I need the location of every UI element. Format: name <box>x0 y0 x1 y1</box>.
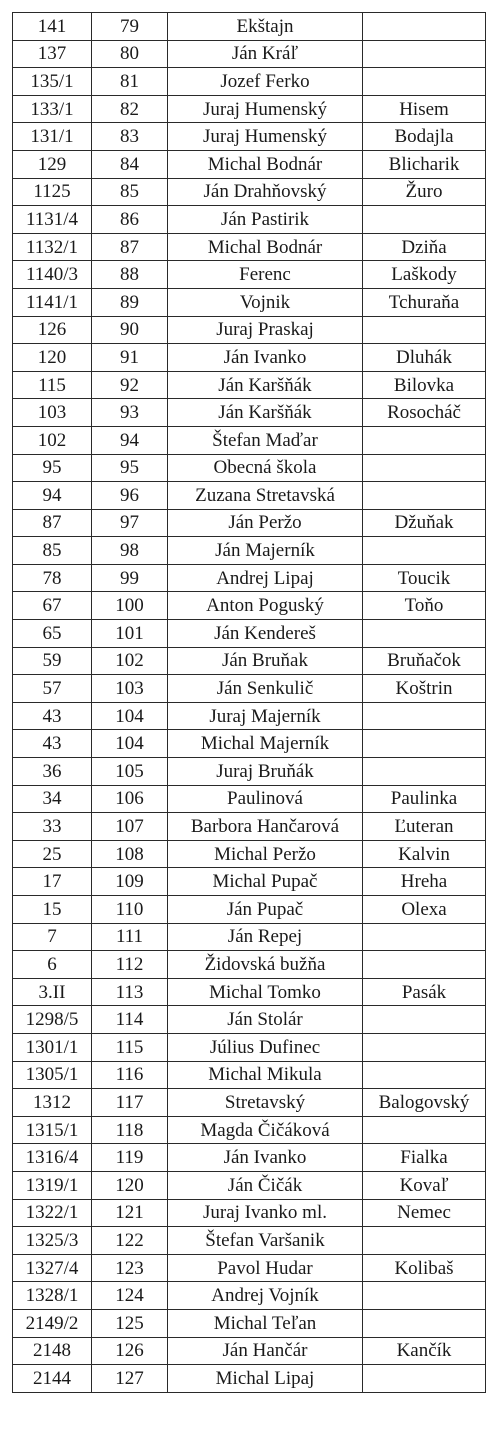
nickname-cell: Rosocháč <box>363 399 486 427</box>
house-number-cell: 127 <box>92 1365 168 1393</box>
nickname-cell: Balogovský <box>363 1089 486 1117</box>
owner-name-cell: Zuzana Stretavská <box>168 482 363 510</box>
owner-name-cell: Michal Mikula <box>168 1061 363 1089</box>
nickname-cell <box>363 68 486 96</box>
nickname-cell <box>363 537 486 565</box>
nickname-cell: Kančík <box>363 1337 486 1365</box>
parcel-number-cell: 120 <box>13 344 92 372</box>
table-row <box>13 288 486 316</box>
nickname-cell: Blicharik <box>363 150 486 178</box>
nickname-cell: Žuro <box>363 178 486 206</box>
owner-name-cell: Michal Peržo <box>168 840 363 868</box>
table-row <box>13 1171 486 1199</box>
parcel-number-cell: 1327/4 <box>13 1254 92 1282</box>
parcel-number-cell: 1141/1 <box>13 288 92 316</box>
table-row <box>13 206 486 234</box>
owner-name-cell: Ján Repej <box>168 923 363 951</box>
owner-name-cell: Juraj Humenský <box>168 123 363 151</box>
table-row <box>13 730 486 758</box>
nickname-cell <box>363 13 486 41</box>
house-number-cell: 112 <box>92 951 168 979</box>
table-row <box>13 675 486 703</box>
table-row <box>13 1116 486 1144</box>
parcel-number-cell: 43 <box>13 730 92 758</box>
house-number-cell: 94 <box>92 426 168 454</box>
table-row <box>13 785 486 813</box>
owner-name-cell: Juraj Ivanko ml. <box>168 1199 363 1227</box>
nickname-cell <box>363 1365 486 1393</box>
table-row <box>13 1337 486 1365</box>
house-number-cell: 101 <box>92 620 168 648</box>
house-number-cell: 108 <box>92 840 168 868</box>
nickname-cell <box>363 40 486 68</box>
owner-name-cell: Andrej Lipaj <box>168 564 363 592</box>
owner-name-cell: Július Dufinec <box>168 1033 363 1061</box>
parcel-number-cell: 1328/1 <box>13 1282 92 1310</box>
parcel-number-cell: 43 <box>13 702 92 730</box>
parcel-number-cell: 3.II <box>13 978 92 1006</box>
owner-name-cell: Ján Bruňak <box>168 647 363 675</box>
house-number-cell: 85 <box>92 178 168 206</box>
table-row <box>13 1365 486 1393</box>
house-number-cell: 81 <box>92 68 168 96</box>
nickname-cell: Bruňačok <box>363 647 486 675</box>
owner-name-cell: Ján Kendereš <box>168 620 363 648</box>
nickname-cell <box>363 1061 486 1089</box>
table-row <box>13 564 486 592</box>
nickname-cell: Tchuraňa <box>363 288 486 316</box>
table-row <box>13 399 486 427</box>
nickname-cell: Fialka <box>363 1144 486 1172</box>
house-number-cell: 98 <box>92 537 168 565</box>
house-number-cell: 91 <box>92 344 168 372</box>
owner-name-cell: Vojnik <box>168 288 363 316</box>
table-row <box>13 40 486 68</box>
table-row <box>13 1199 486 1227</box>
table-row <box>13 840 486 868</box>
owner-name-cell: Ján Čičák <box>168 1171 363 1199</box>
nickname-cell: Toucik <box>363 564 486 592</box>
table-row <box>13 1282 486 1310</box>
nickname-cell <box>363 1282 486 1310</box>
nickname-cell <box>363 702 486 730</box>
nickname-cell <box>363 206 486 234</box>
table-row <box>13 868 486 896</box>
table-row <box>13 150 486 178</box>
owner-name-cell: Ján Peržo <box>168 509 363 537</box>
owner-name-cell: Obecná škola <box>168 454 363 482</box>
nickname-cell: Ľuteran <box>363 813 486 841</box>
nickname-cell: Toňo <box>363 592 486 620</box>
table-row <box>13 620 486 648</box>
owner-name-cell: Jozef Ferko <box>168 68 363 96</box>
parcel-number-cell: 7 <box>13 923 92 951</box>
table-row <box>13 233 486 261</box>
house-number-cell: 86 <box>92 206 168 234</box>
house-number-cell: 103 <box>92 675 168 703</box>
house-number-cell: 106 <box>92 785 168 813</box>
owner-name-cell: Ján Pastirik <box>168 206 363 234</box>
table-body <box>13 13 486 1393</box>
owner-name-cell: Barbora Hančarová <box>168 813 363 841</box>
house-number-cell: 87 <box>92 233 168 261</box>
parcel-number-cell: 25 <box>13 840 92 868</box>
house-number-cell: 119 <box>92 1144 168 1172</box>
house-number-cell: 82 <box>92 95 168 123</box>
house-number-cell: 88 <box>92 261 168 289</box>
owner-name-cell: Ferenc <box>168 261 363 289</box>
table-row <box>13 1006 486 1034</box>
house-number-cell: 121 <box>92 1199 168 1227</box>
owner-name-cell: Ján Drahňovský <box>168 178 363 206</box>
table-row <box>13 758 486 786</box>
parcel-number-cell: 17 <box>13 868 92 896</box>
owner-name-cell: Michal Lipaj <box>168 1365 363 1393</box>
parcel-number-cell: 2144 <box>13 1365 92 1393</box>
table-row <box>13 261 486 289</box>
nickname-cell <box>363 620 486 648</box>
parcel-number-cell: 94 <box>13 482 92 510</box>
parcel-number-cell: 102 <box>13 426 92 454</box>
owner-name-cell: Ján Stolár <box>168 1006 363 1034</box>
nickname-cell: Bilovka <box>363 371 486 399</box>
house-number-cell: 116 <box>92 1061 168 1089</box>
nickname-cell <box>363 730 486 758</box>
house-number-cell: 125 <box>92 1309 168 1337</box>
table-row <box>13 978 486 1006</box>
owner-name-cell: Ján Karšňák <box>168 399 363 427</box>
table-row <box>13 813 486 841</box>
parcel-number-cell: 1301/1 <box>13 1033 92 1061</box>
parcel-number-cell: 15 <box>13 896 92 924</box>
table-row <box>13 454 486 482</box>
house-number-cell: 107 <box>92 813 168 841</box>
owner-name-cell: Ján Ivanko <box>168 1144 363 1172</box>
parcel-number-cell: 36 <box>13 758 92 786</box>
table-row <box>13 951 486 979</box>
nickname-cell: Hisem <box>363 95 486 123</box>
nickname-cell: Kalvin <box>363 840 486 868</box>
house-number-cell: 115 <box>92 1033 168 1061</box>
nickname-cell: Dziňa <box>363 233 486 261</box>
owner-name-cell: Ekštajn <box>168 13 363 41</box>
house-number-cell: 118 <box>92 1116 168 1144</box>
owner-name-cell: Štefan Varšanik <box>168 1227 363 1255</box>
house-number-cell: 102 <box>92 647 168 675</box>
house-number-cell: 126 <box>92 1337 168 1365</box>
owner-name-cell: Ján Kráľ <box>168 40 363 68</box>
house-number-cell: 80 <box>92 40 168 68</box>
table-row <box>13 1254 486 1282</box>
parcel-number-cell: 2148 <box>13 1337 92 1365</box>
house-number-cell: 83 <box>92 123 168 151</box>
owner-name-cell: Juraj Humenský <box>168 95 363 123</box>
house-number-cell: 96 <box>92 482 168 510</box>
house-number-cell: 117 <box>92 1089 168 1117</box>
table-row <box>13 68 486 96</box>
house-number-cell: 93 <box>92 399 168 427</box>
parcel-number-cell: 131/1 <box>13 123 92 151</box>
owner-name-cell: Juraj Majerník <box>168 702 363 730</box>
parcel-number-cell: 1312 <box>13 1089 92 1117</box>
nickname-cell: Koštrin <box>363 675 486 703</box>
owner-name-cell: Michal Bodnár <box>168 233 363 261</box>
table-row <box>13 95 486 123</box>
nickname-cell: Pasák <box>363 978 486 1006</box>
nickname-cell <box>363 951 486 979</box>
parcel-number-cell: 1316/4 <box>13 1144 92 1172</box>
table-row <box>13 426 486 454</box>
owner-name-cell: Stretavský <box>168 1089 363 1117</box>
owner-name-cell: Štefan Maďar <box>168 426 363 454</box>
parcel-number-cell: 1322/1 <box>13 1199 92 1227</box>
house-number-cell: 90 <box>92 316 168 344</box>
table-row <box>13 647 486 675</box>
table-row <box>13 344 486 372</box>
owner-name-cell: Paulinová <box>168 785 363 813</box>
parcel-number-cell: 103 <box>13 399 92 427</box>
parcel-number-cell: 133/1 <box>13 95 92 123</box>
owner-name-cell: Michal Bodnár <box>168 150 363 178</box>
nickname-cell: Laškody <box>363 261 486 289</box>
parcel-number-cell: 1140/3 <box>13 261 92 289</box>
parcel-number-cell: 65 <box>13 620 92 648</box>
table-row <box>13 537 486 565</box>
parcel-number-cell: 141 <box>13 13 92 41</box>
house-number-cell: 104 <box>92 702 168 730</box>
nickname-cell: Bodajla <box>363 123 486 151</box>
owner-name-cell: Ján Hančár <box>168 1337 363 1365</box>
table-row <box>13 509 486 537</box>
nickname-cell <box>363 482 486 510</box>
parcel-number-cell: 1298/5 <box>13 1006 92 1034</box>
parcel-number-cell: 126 <box>13 316 92 344</box>
parcel-number-cell: 95 <box>13 454 92 482</box>
parcel-number-cell: 33 <box>13 813 92 841</box>
house-number-cell: 89 <box>92 288 168 316</box>
parcel-number-cell: 6 <box>13 951 92 979</box>
nickname-cell <box>363 758 486 786</box>
parcel-number-cell: 78 <box>13 564 92 592</box>
house-number-cell: 92 <box>92 371 168 399</box>
owner-name-cell: Anton Poguský <box>168 592 363 620</box>
table-row <box>13 702 486 730</box>
table-row <box>13 178 486 206</box>
house-number-cell: 120 <box>92 1171 168 1199</box>
parcel-number-cell: 67 <box>13 592 92 620</box>
owner-name-cell: Michal Majerník <box>168 730 363 758</box>
house-register-table <box>12 12 486 1393</box>
nickname-cell <box>363 426 486 454</box>
house-number-cell: 110 <box>92 896 168 924</box>
owner-name-cell: Andrej Vojník <box>168 1282 363 1310</box>
parcel-number-cell: 2149/2 <box>13 1309 92 1337</box>
table-row <box>13 123 486 151</box>
parcel-number-cell: 59 <box>13 647 92 675</box>
owner-name-cell: Pavol Hudar <box>168 1254 363 1282</box>
house-number-cell: 109 <box>92 868 168 896</box>
table-row <box>13 923 486 951</box>
nickname-cell: Kolibaš <box>363 1254 486 1282</box>
house-number-cell: 123 <box>92 1254 168 1282</box>
parcel-number-cell: 87 <box>13 509 92 537</box>
house-number-cell: 113 <box>92 978 168 1006</box>
nickname-cell <box>363 454 486 482</box>
house-number-cell: 111 <box>92 923 168 951</box>
owner-name-cell: Juraj Bruňák <box>168 758 363 786</box>
owner-name-cell: Ján Majerník <box>168 537 363 565</box>
owner-name-cell: Ján Karšňák <box>168 371 363 399</box>
owner-name-cell: Michal Tomko <box>168 978 363 1006</box>
table-row <box>13 1227 486 1255</box>
parcel-number-cell: 1325/3 <box>13 1227 92 1255</box>
nickname-cell: Olexa <box>363 896 486 924</box>
table-row <box>13 896 486 924</box>
table-row <box>13 1061 486 1089</box>
owner-name-cell: Magda Čičáková <box>168 1116 363 1144</box>
parcel-number-cell: 1305/1 <box>13 1061 92 1089</box>
nickname-cell <box>363 923 486 951</box>
house-number-cell: 114 <box>92 1006 168 1034</box>
house-number-cell: 100 <box>92 592 168 620</box>
house-number-cell: 97 <box>92 509 168 537</box>
parcel-number-cell: 1132/1 <box>13 233 92 261</box>
owner-name-cell: Michal Teľan <box>168 1309 363 1337</box>
table-row <box>13 482 486 510</box>
house-number-cell: 84 <box>92 150 168 178</box>
nickname-cell <box>363 1116 486 1144</box>
table-row <box>13 1144 486 1172</box>
table-row <box>13 13 486 41</box>
parcel-number-cell: 1125 <box>13 178 92 206</box>
owner-name-cell: Ján Ivanko <box>168 344 363 372</box>
parcel-number-cell: 1319/1 <box>13 1171 92 1199</box>
owner-name-cell: Juraj Praskaj <box>168 316 363 344</box>
nickname-cell <box>363 1309 486 1337</box>
nickname-cell: Nemec <box>363 1199 486 1227</box>
table-row <box>13 316 486 344</box>
nickname-cell: Hreha <box>363 868 486 896</box>
table-row <box>13 1089 486 1117</box>
owner-name-cell: Michal Pupač <box>168 868 363 896</box>
house-number-cell: 105 <box>92 758 168 786</box>
nickname-cell: Kovaľ <box>363 1171 486 1199</box>
table-row <box>13 592 486 620</box>
nickname-cell <box>363 1227 486 1255</box>
house-number-cell: 99 <box>92 564 168 592</box>
table-row <box>13 1309 486 1337</box>
parcel-number-cell: 137 <box>13 40 92 68</box>
owner-name-cell: Ján Senkulič <box>168 675 363 703</box>
parcel-number-cell: 135/1 <box>13 68 92 96</box>
nickname-cell <box>363 316 486 344</box>
parcel-number-cell: 85 <box>13 537 92 565</box>
parcel-number-cell: 1315/1 <box>13 1116 92 1144</box>
parcel-number-cell: 115 <box>13 371 92 399</box>
nickname-cell: Paulinka <box>363 785 486 813</box>
nickname-cell: Džuňak <box>363 509 486 537</box>
nickname-cell <box>363 1006 486 1034</box>
parcel-number-cell: 34 <box>13 785 92 813</box>
house-number-cell: 122 <box>92 1227 168 1255</box>
house-number-cell: 95 <box>92 454 168 482</box>
parcel-number-cell: 57 <box>13 675 92 703</box>
owner-name-cell: Ján Pupač <box>168 896 363 924</box>
house-number-cell: 104 <box>92 730 168 758</box>
nickname-cell: Dluhák <box>363 344 486 372</box>
house-number-cell: 124 <box>92 1282 168 1310</box>
parcel-number-cell: 129 <box>13 150 92 178</box>
table-row <box>13 1033 486 1061</box>
house-number-cell: 79 <box>92 13 168 41</box>
owner-name-cell: Židovská bužňa <box>168 951 363 979</box>
table-row <box>13 371 486 399</box>
parcel-number-cell: 1131/4 <box>13 206 92 234</box>
nickname-cell <box>363 1033 486 1061</box>
